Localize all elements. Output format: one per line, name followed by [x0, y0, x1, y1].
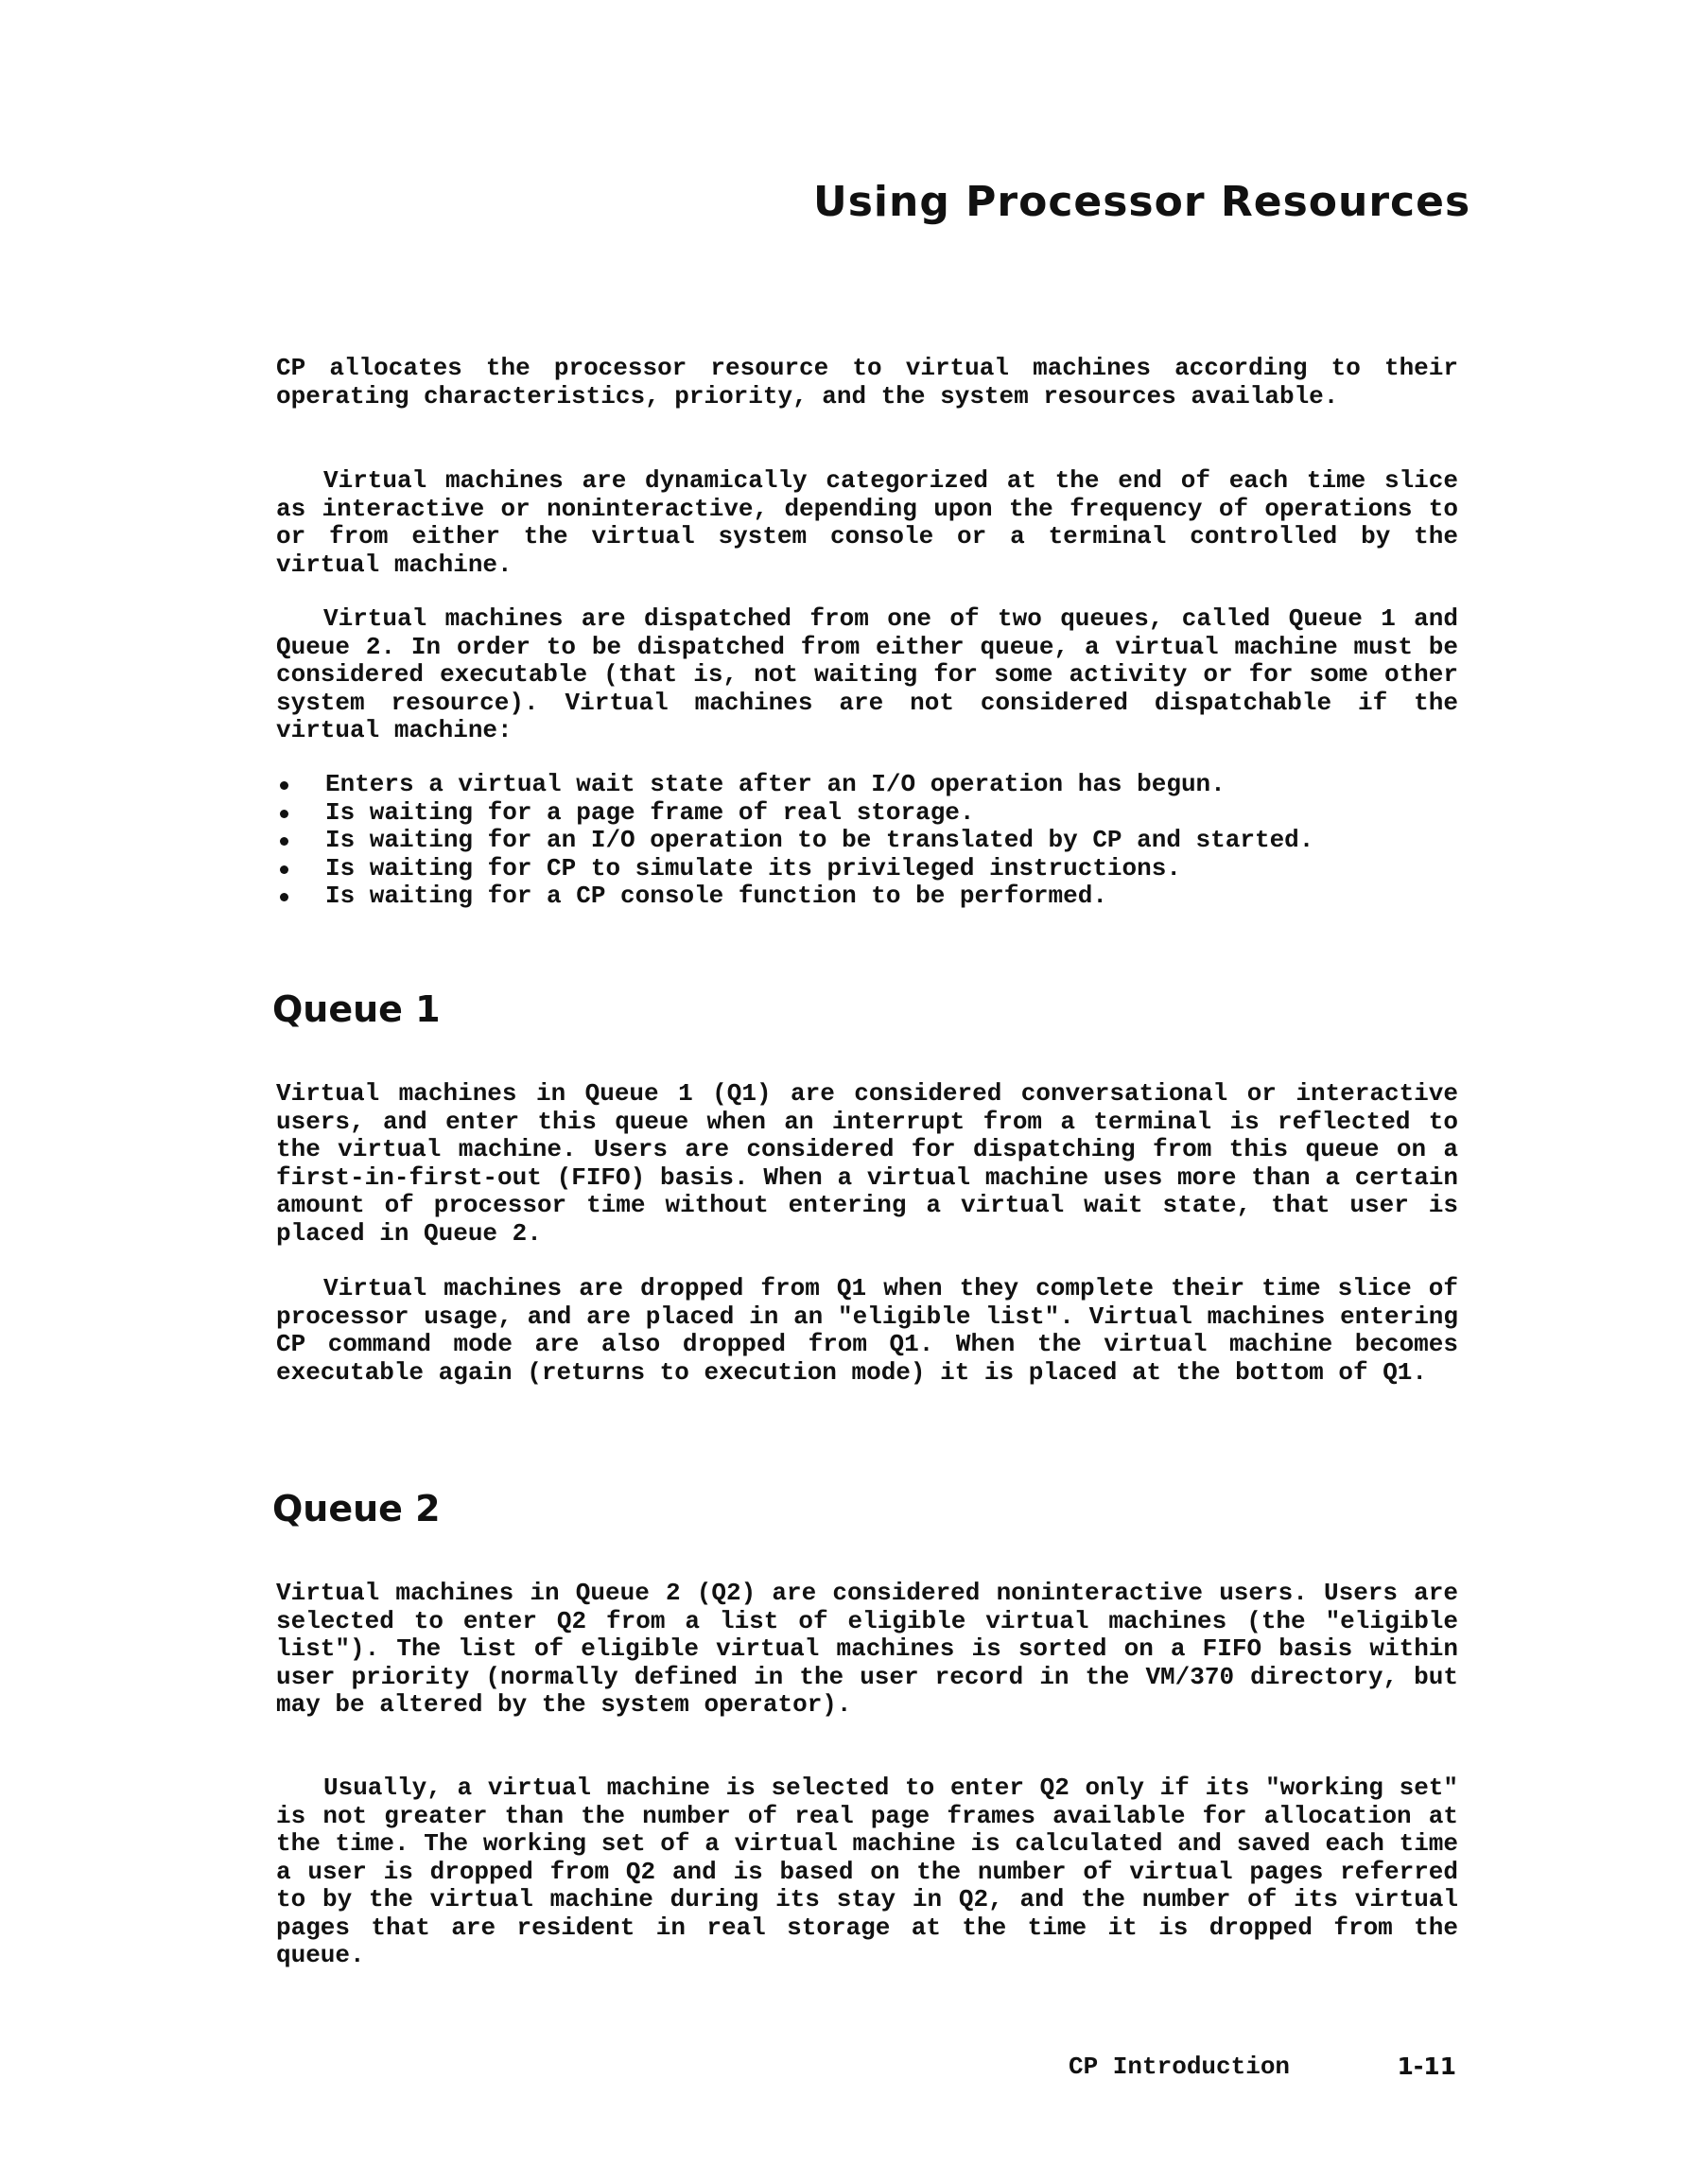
page-number: 1-11	[1397, 2053, 1456, 2080]
queue1-paragraph-2: Virtual machines are dropped from Q1 when they complete their time slice of processor usage, and are placed in an "eligible list". Virtual machines entering CP command mode are also dropped from Q1. When the virtual machine becomes executable again (returns to execution mode) it is placed at the bottom of Q1.	[276, 1274, 1458, 1387]
dispatch-conditions-list	[276, 771, 1458, 911]
bullet-icon	[280, 837, 288, 846]
queue2-heading: Queue 2	[272, 1488, 441, 1529]
queue1-paragraph-1: Virtual machines in Queue 1 (Q1) are considered conversational or interactive users, and enter this queue when an interrupt from a terminal is reflected to the virtual machine. Users are considered for dispatching from this queue on a first-in-first-out (FIFO) basis. When a virtual machine uses more than a certain amount of processor time without entering a virtual wait state, that user is placed in Queue 2.	[276, 1079, 1458, 1248]
queue1-heading: Queue 1	[272, 988, 441, 1030]
list-item: Is waiting for a CP console function to be performed.	[276, 882, 1458, 911]
bullet-icon	[280, 865, 288, 874]
list-item: Is waiting for an I/O operation to be translated by CP and started.	[276, 827, 1458, 855]
page-title: Using Processor Resources	[813, 178, 1471, 226]
list-item: Enters a virtual wait state after an I/O operation has begun.	[276, 771, 1458, 799]
intro-paragraph-2: Virtual machines are dynamically categorized at the end of each time slice as interactive or noninteractive, depending upon the frequency of operations to or from either the virtual system console or a terminal controlled by the virtual machine.	[276, 466, 1458, 579]
bullet-icon	[280, 893, 288, 901]
footer-section-title: CP Introduction	[1069, 2053, 1291, 2081]
queue2-paragraph-2: Usually, a virtual machine is selected to enter Q2 only if its "working set" is not greater than the number of real page frames available for allocation at the time. The working set of a virtual machine is calculated and saved each time a user is dropped from Q2 and is based on the number of virtual pages referred to by the virtual machine during its stay in Q2, and the number of its virtual pages that are resident in real storage at the time it is dropped from the queue.	[276, 1773, 1458, 1969]
intro-paragraph-3: Virtual machines are dispatched from one of two queues, called Queue 1 and Queue 2. In order to be dispatched from either queue, a virtual machine must be considered executable (that is, not waiting for some activity or for some other system resource). Virtual machines are not considered dispatchable if the virtual machine:	[276, 604, 1458, 744]
bullet-icon	[280, 781, 288, 790]
list-item: Is waiting for a page frame of real storage.	[276, 799, 1458, 828]
bullet-icon	[280, 810, 288, 818]
queue2-paragraph-1: Virtual machines in Queue 2 (Q2) are considered noninteractive users. Users are selected to enter Q2 from a list of eligible virtual machines (the "eligible list"). The list of eligible virtual machines is sorted on a FIFO basis within user priority (normally defined in the user record in the VM/370 directory, but may be altered by the system operator).	[276, 1579, 1458, 1719]
intro-paragraph-1: CP allocates the processor resource to virtual machines according to their operating characteristics, priority, and the system resources available.	[276, 354, 1458, 411]
list-item: Is waiting for CP to simulate its privileged instructions.	[276, 855, 1458, 883]
